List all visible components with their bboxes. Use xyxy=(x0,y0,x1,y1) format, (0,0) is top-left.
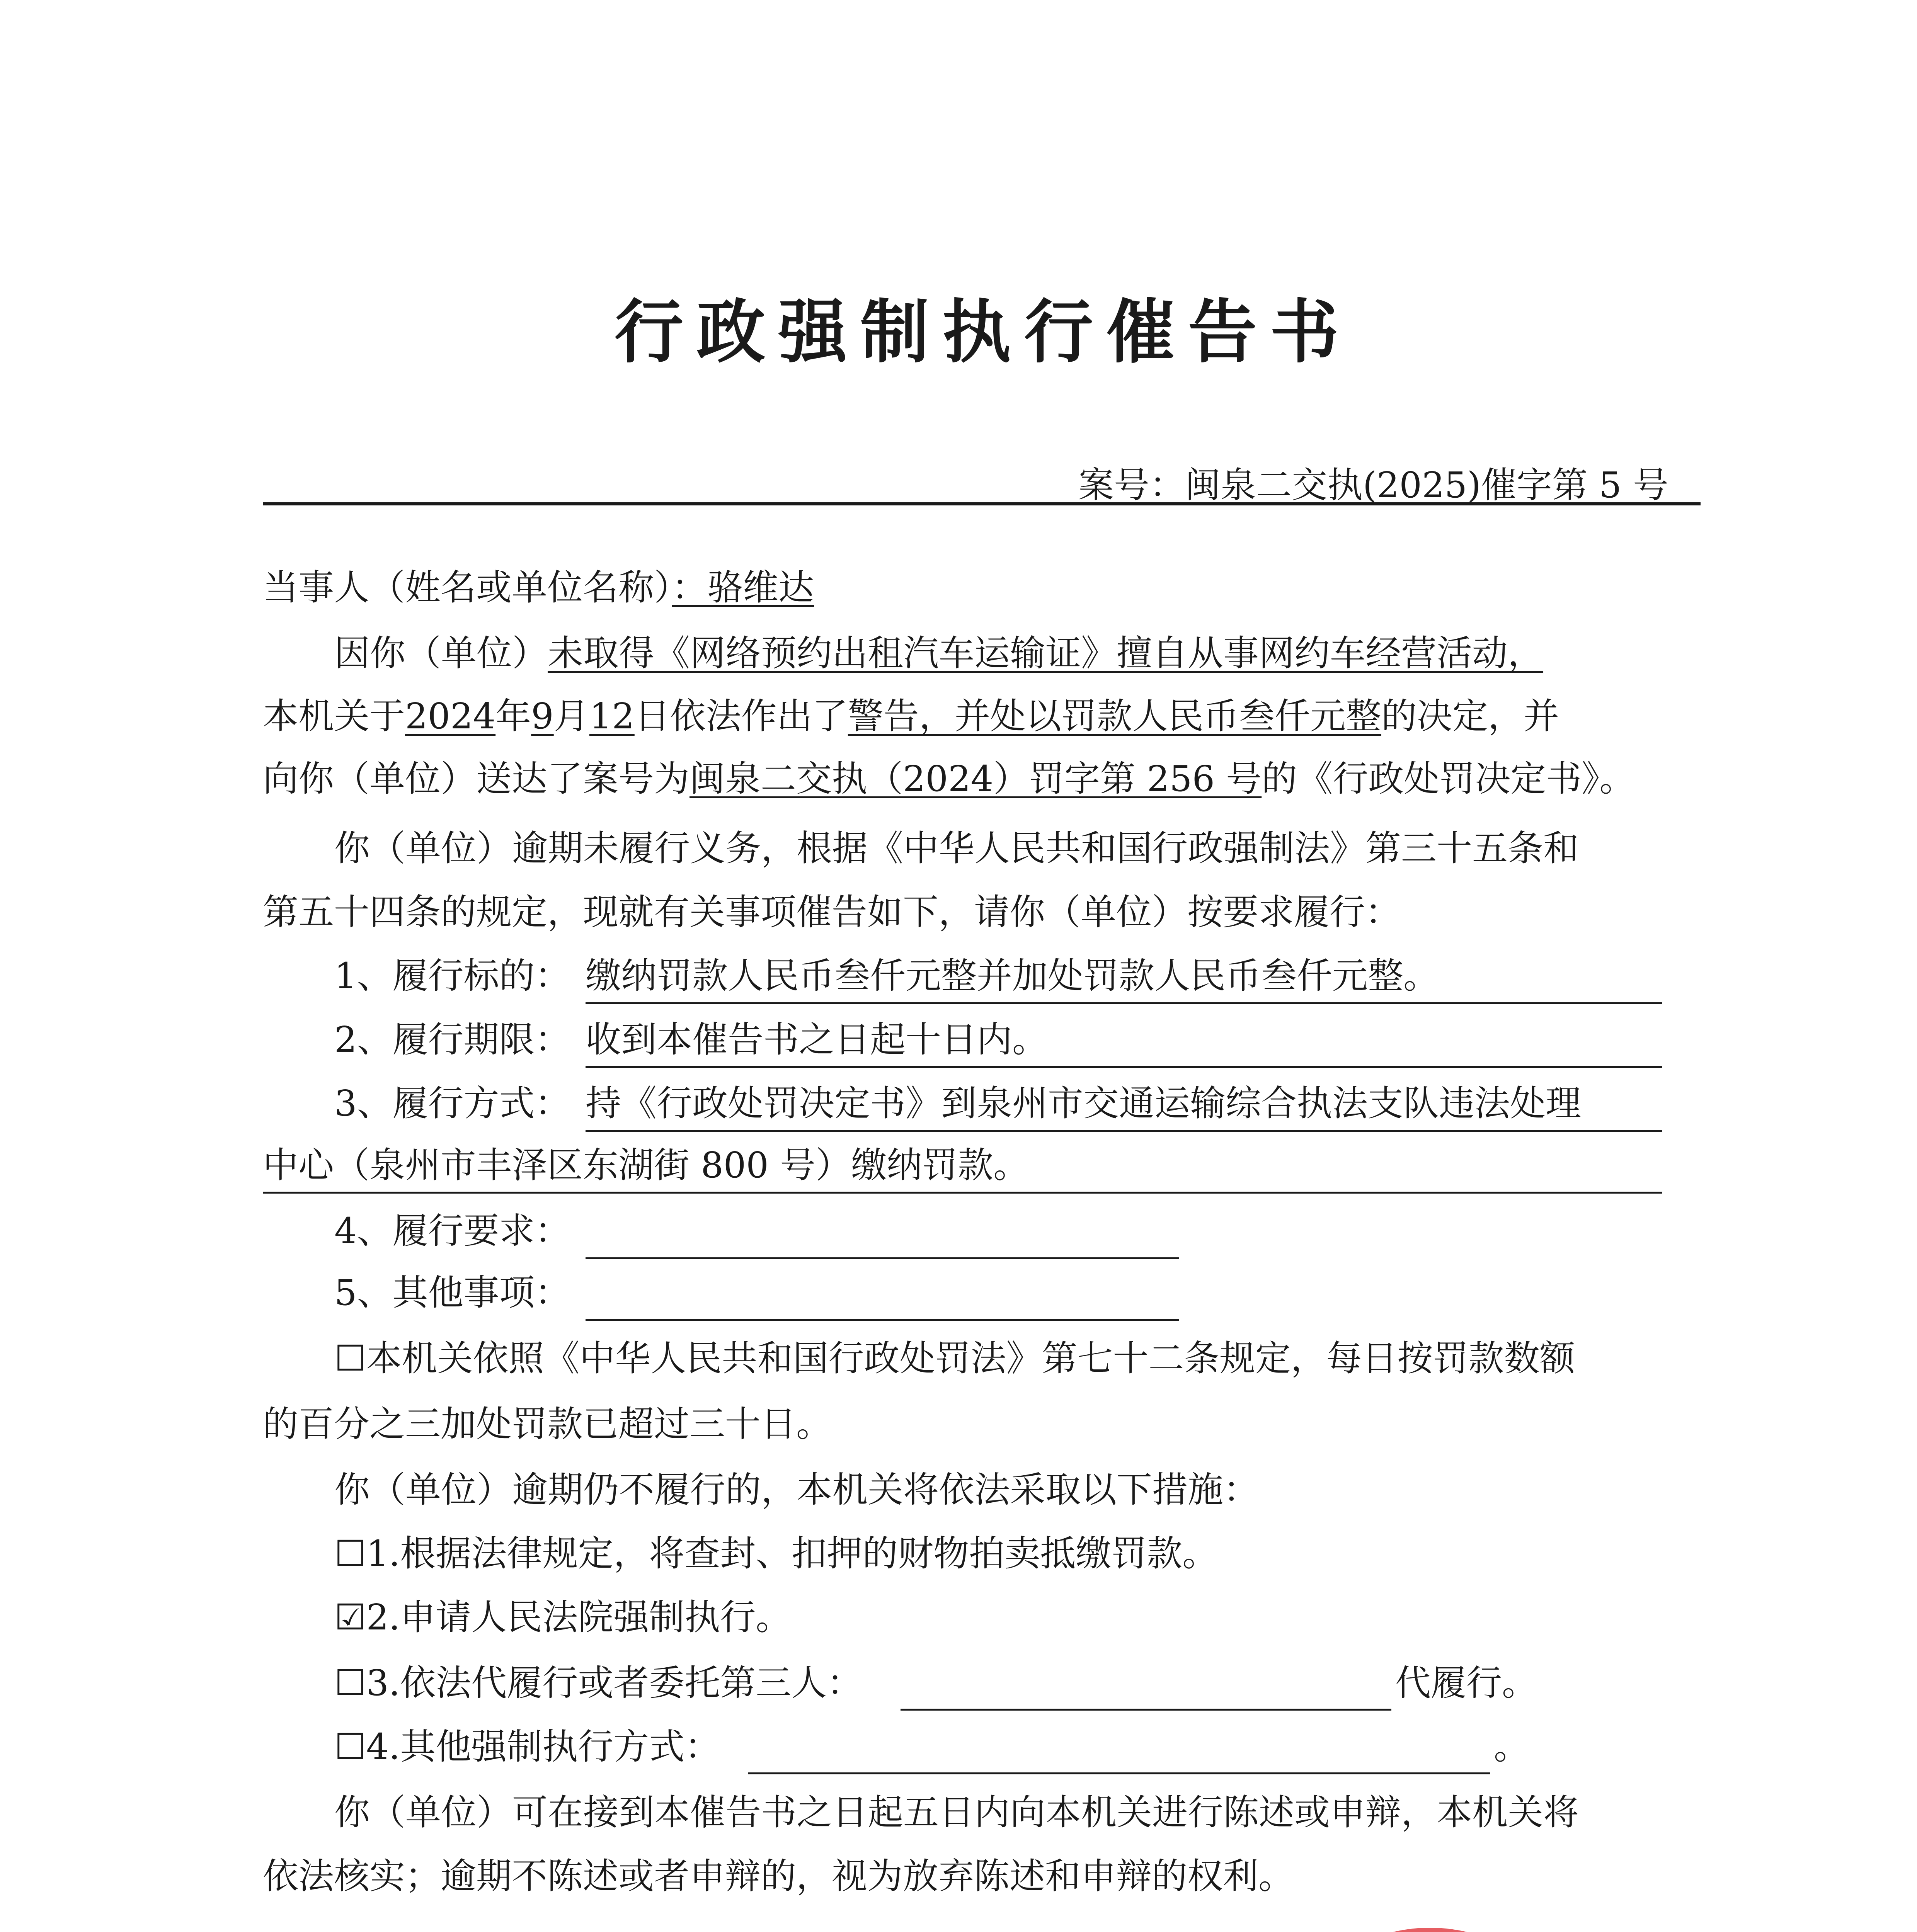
party-label: 当事人（姓名或单位名称） xyxy=(263,567,672,608)
item3-value-line1: 持《行政处罚决定书》到泉州市交通运输综合执法支队违法处理 xyxy=(586,1083,1582,1124)
penalty-amount: 叁仟元整 xyxy=(1239,696,1381,737)
surcharge-text1: 本机关依照《中华人民共和国行政处罚法》第七十二条规定，每日按罚款数额 xyxy=(366,1338,1575,1379)
item2-value: 收到本催告书之日起十日内。 xyxy=(586,1019,1048,1060)
item1-label: 1、履行标的： xyxy=(334,955,570,997)
header-rule xyxy=(263,502,1701,505)
item3-label: 3、履行方式： xyxy=(334,1083,570,1124)
measure-3-blank xyxy=(901,1709,1391,1711)
item3-underline1 xyxy=(586,1130,1662,1132)
item1-value: 缴纳罚款人民币叁仟元整并加处罚款人民币叁仟元整。 xyxy=(586,955,1439,997)
item5-blank xyxy=(586,1319,1179,1321)
item1-underline xyxy=(586,1002,1662,1004)
violation-reason: 未取得《网络预约出租汽车运输证》擅自从事网约车经营活动， xyxy=(548,633,1544,674)
para1-text-g: 的《行政处罚决定书》。 xyxy=(1262,758,1635,799)
document-title: 行政强制执行催告书 xyxy=(615,291,1352,372)
measure-4-blank xyxy=(748,1772,1490,1774)
surcharge-line1 xyxy=(334,1338,1575,1379)
measures-intro: 你（单位）逾期仍不履行的，本机关将依法采取以下措施： xyxy=(334,1469,1259,1510)
measure-1 xyxy=(334,1533,1218,1574)
para1-line2 xyxy=(263,696,1559,737)
para1-text-a: 本机关于 xyxy=(263,696,405,737)
item3-value-line2: 中心（泉州市丰泽区东湖街 800 号）缴纳罚款。 xyxy=(263,1145,1029,1186)
para1-text-f: 向你（单位）送达了案号为 xyxy=(263,758,690,799)
para1-line3 xyxy=(263,758,1635,799)
measure-3-tail: 代履行。 xyxy=(1395,1662,1538,1704)
para2-line1: 你（单位）逾期未履行义务，根据《中华人民共和国行政强制法》第三十五条和 xyxy=(334,828,1579,869)
measure-4 xyxy=(334,1726,720,1767)
decision-day: 12 xyxy=(589,696,635,737)
surcharge-checkbox[interactable]: ☐ xyxy=(334,1338,366,1379)
party-line xyxy=(263,567,814,608)
party-name: ：骆维达 xyxy=(672,567,814,608)
measure-3-text: 3.依法代履行或者委托第三人： xyxy=(366,1662,863,1704)
decision-month: 9 xyxy=(531,696,554,737)
measure-2 xyxy=(334,1597,792,1638)
para1-prefix: 因你（单位） xyxy=(334,633,548,674)
item2-underline xyxy=(586,1066,1662,1068)
decision-number: 闽泉二交执（2024）罚字第 256 号 xyxy=(690,758,1262,799)
item4-blank xyxy=(586,1257,1179,1259)
measure-3-checkbox[interactable]: ☐ xyxy=(334,1662,366,1704)
item4-label: 4、履行要求： xyxy=(334,1210,570,1252)
para3-line2: 依法核实；逾期不陈述或者申辩的，视为放弃陈述和申辩的权利。 xyxy=(263,1855,1294,1897)
item3-underline2 xyxy=(263,1192,1662,1194)
para1-text-d: 日依法作出了 xyxy=(634,696,848,737)
measure-1-checkbox[interactable]: ☐ xyxy=(334,1533,366,1574)
measure-4-text: 4.其他强制执行方式： xyxy=(366,1726,720,1767)
penalty-text: 警告，并处以罚款人民币 xyxy=(848,696,1239,737)
case-number: 案号：闽泉二交执(2025)催字第 5 号 xyxy=(1078,464,1668,506)
para3-line1: 你（单位）可在接到本催告书之日起五日内向本机关进行陈述或申辩，本机关将 xyxy=(334,1792,1579,1833)
decision-year: 2024 xyxy=(405,696,496,737)
official-seal xyxy=(1252,1917,1608,1932)
para2-line2: 第五十四条的规定，现就有关事项催告如下，请你（单位）按要求履行： xyxy=(263,891,1401,933)
para1-line1 xyxy=(334,633,1544,674)
para1-text-e: 的决定，并 xyxy=(1381,696,1559,737)
surcharge-line2: 的百分之三加处罚款已超过三十日。 xyxy=(263,1403,832,1445)
item5-label: 5、其他事项： xyxy=(334,1272,570,1313)
measure-2-text: 2.申请人民法院强制执行。 xyxy=(366,1597,792,1638)
measure-1-text: 1.根据法律规定，将查封、扣押的财物拍卖抵缴罚款。 xyxy=(366,1533,1218,1574)
measure-4-tail: 。 xyxy=(1494,1726,1530,1767)
para1-text-c: 月 xyxy=(553,696,589,737)
item2-label: 2、履行期限： xyxy=(334,1019,570,1060)
measure-4-checkbox[interactable]: ☐ xyxy=(334,1726,366,1767)
measure-2-checkbox[interactable]: ☑ xyxy=(334,1597,366,1638)
para1-text-b: 年 xyxy=(495,696,531,737)
measure-3 xyxy=(334,1662,863,1704)
